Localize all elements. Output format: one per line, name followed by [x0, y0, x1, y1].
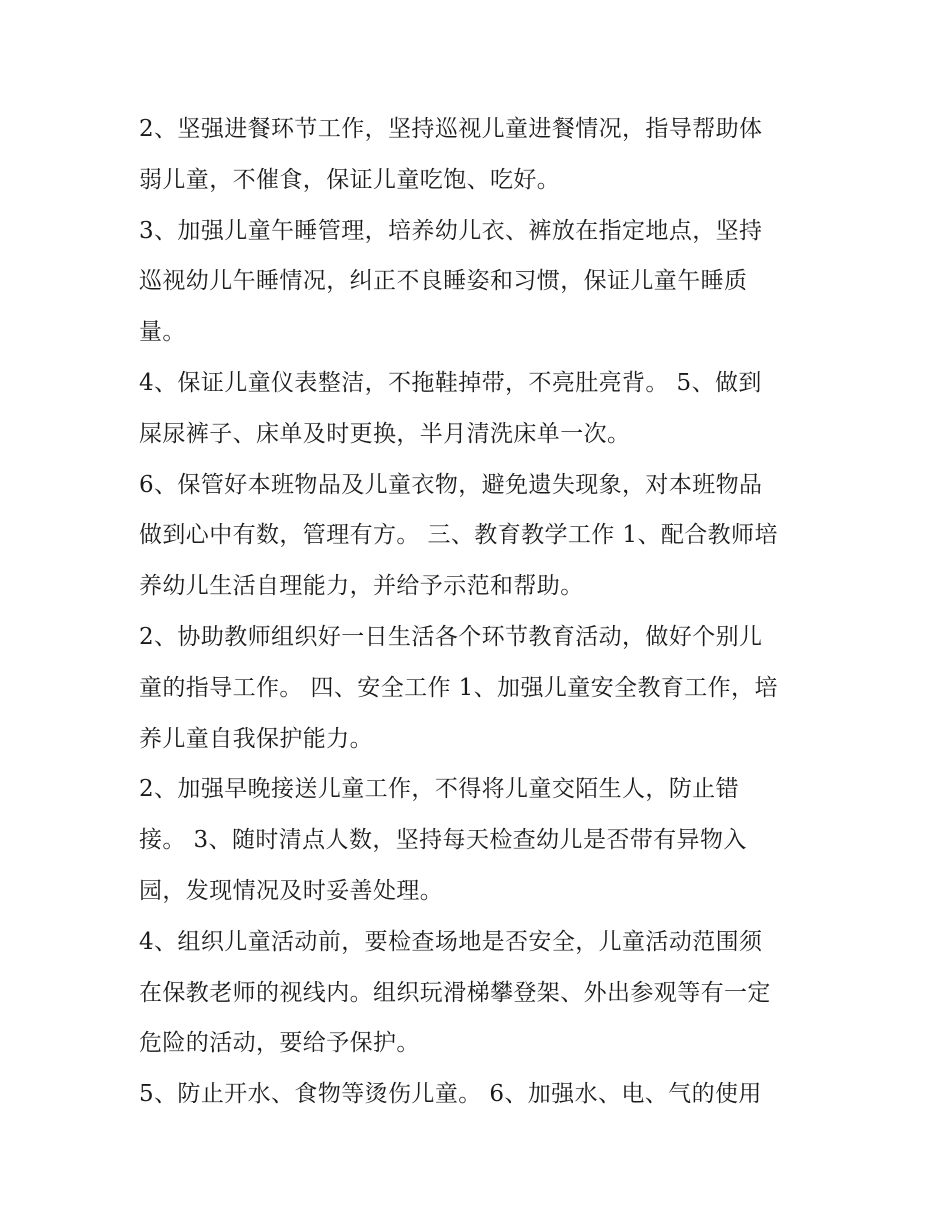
document-body	[139, 104, 819, 1120]
text-line: 3、加强儿童午睡管理，培养幼儿衣、裤放在指定地点，坚持	[139, 217, 763, 244]
text-line: 屎尿裤子、床单及时更换，半月清洗床单一次。	[139, 420, 631, 447]
text-line: 2、加强早晚接送儿童工作，不得将儿童交陌生人，防止错	[139, 776, 740, 803]
text-line: 2、协助教师组织好一日生活各个环节教育活动，做好个别儿	[139, 623, 763, 650]
text-line: 5、防止开水、食物等烫伤儿童。 6、加强水、电、气的使用	[139, 1081, 762, 1108]
text-line: 量。	[139, 319, 186, 346]
text-line: 危险的活动，要给予保护。	[139, 1030, 420, 1057]
text-line: 养儿童自我保护能力。	[139, 725, 373, 752]
text-line: 巡视幼儿午睡情况，纠正不良睡姿和习惯，保证儿童午睡质	[139, 268, 748, 295]
text-line: 2、坚强进餐环节工作，坚持巡视儿童进餐情况，指导帮助体	[139, 116, 763, 142]
text-line: 4、组织儿童活动前，要检查场地是否安全，儿童活动范围须	[139, 928, 763, 955]
text-line: 在保教老师的视线内。组织玩滑梯攀登架、外出参观等有一定	[139, 979, 771, 1006]
text-line: 童的指导工作。 四、安全工作 1、加强儿童安全教育工作，培	[139, 674, 778, 701]
text-line: 园，发现情况及时妥善处理。	[139, 877, 444, 904]
text-line: 养幼儿生活自理能力，并给予示范和帮助。	[139, 573, 584, 600]
text-line: 接。 3、随时清点人数，坚持每天检查幼儿是否带有异物入	[139, 827, 747, 854]
text-line: 6、保管好本班物品及儿童衣物，避免遗失现象，对本班物品	[139, 471, 763, 498]
text-line: 弱儿童，不催食，保证儿童吃饱、吃好。	[139, 166, 561, 193]
text-line: 4、保证儿童仪表整洁，不拖鞋掉带，不亮肚亮背。 5、做到	[139, 369, 762, 396]
text-line: 做到心中有数，管理有方。 三、教育教学工作 1、配合教师培	[139, 522, 778, 549]
